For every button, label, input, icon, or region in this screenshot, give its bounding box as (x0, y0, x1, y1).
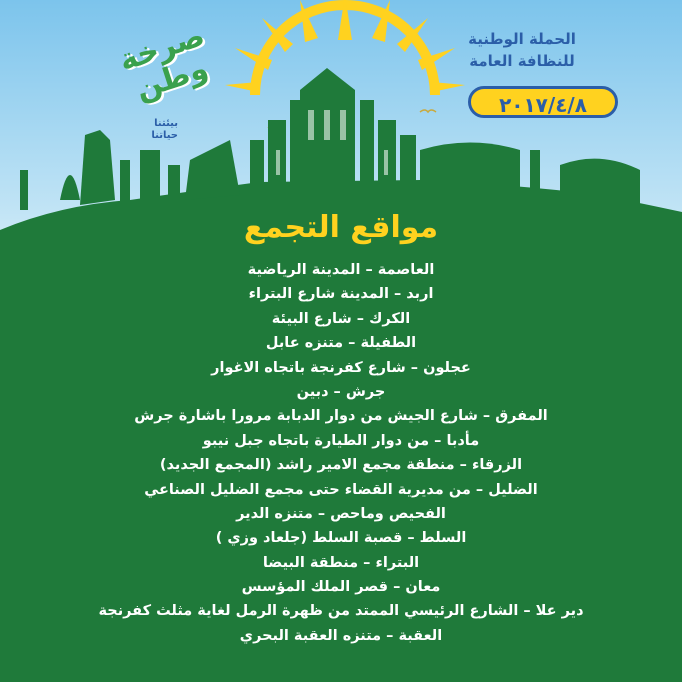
list-item: عجلون – شارع كفرنجة باتجاه الاغوار (211, 359, 471, 376)
date-badge: ٢٠١٧/٤/٨ (468, 86, 618, 118)
list-item: جرش – دبين (296, 383, 386, 400)
list-item: العاصمة – المدينة الرياضية (247, 262, 435, 278)
campaign-line1: الحملة الوطنية (468, 30, 576, 48)
list-item: معان – قصر الملك المؤسس (241, 579, 441, 596)
logo-tagline (138, 118, 178, 142)
page-title: مواقع التجمع (243, 210, 439, 245)
list-item: الكرك – شارع البيئة (271, 310, 411, 327)
campaign-logo (98, 10, 213, 150)
campaign-name (422, 28, 622, 72)
list-item: الفحيص وماحص – متنزه الدير (236, 505, 446, 522)
list-item: البتراء – منطقة البيضا (262, 554, 420, 571)
locations-list (0, 258, 682, 648)
list-item: اربد – المدينة شارع البتراء (248, 286, 434, 303)
list-item: مأدبا – من دوار الطيارة باتجاه جبل نيبو (202, 432, 480, 449)
list-item: الزرقاء – منطقة مجمع الامير راشد (المجمع الجديد) (159, 457, 523, 474)
list-item: الطفيلة – متنزه عابل (265, 335, 417, 352)
list-item: المفرق – شارع الجيش من دوار الدبابة مرورا باشارة جرش (134, 408, 548, 425)
logo-tagline-line2: حياتنا (151, 130, 178, 141)
logo-text: صرخة وطن (114, 18, 213, 107)
campaign-line2: للنظافة العامة (469, 52, 575, 70)
list-item: دير علا – الشارع الرئيسي الممتد من ظهرة الرمل لغاية مثلث كفرنجة (98, 603, 584, 620)
list-item: الضليل – من مديرية القضاء حتى مجمع الضليل الصناعي (144, 481, 538, 498)
list-item: العقبة – متنزه العقبة البحري (239, 627, 443, 644)
logo-tagline-line1: بيئتنا (154, 118, 178, 129)
bird-icon (420, 110, 436, 112)
list-item: السلط – قصبة السلط (جلعاد وزي ) (215, 530, 467, 547)
